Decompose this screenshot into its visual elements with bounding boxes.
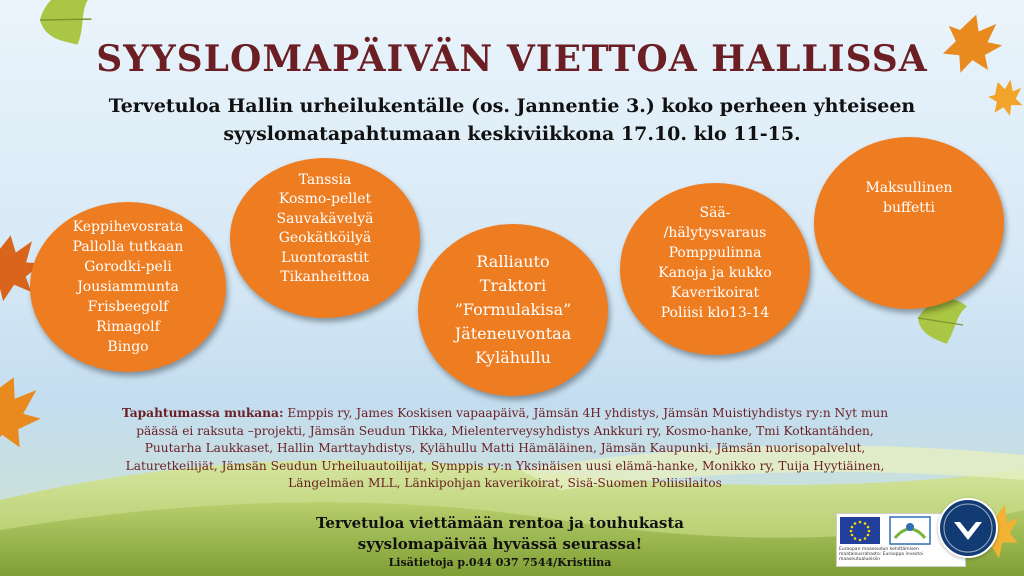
activity-circle <box>230 158 420 318</box>
eu-fund-text: Euroopan maaseudun kehittämisen maatalousrahasto: Eurooppa investoi maaseutualueisiin <box>839 547 924 562</box>
activity-item: Tikanheittoa <box>280 269 370 285</box>
activity-item: Rimagolf <box>96 319 160 335</box>
event-intro-line: Tervetuloa Hallin urheilukentälle (os. Jannentie 3.) koko perheen yhteiseen <box>108 95 916 117</box>
autumn-leaf-icon <box>985 76 1024 120</box>
activity-item: Poliisi klo13-14 <box>660 305 770 321</box>
activity-item: Pallolla tutkaan <box>72 239 184 255</box>
activity-item: Kanoja ja kukko <box>658 265 772 281</box>
activity-item: Traktori <box>479 276 547 295</box>
activity-circle <box>30 202 226 372</box>
activity-item: Frisbeegolf <box>87 299 169 315</box>
activity-item: Pomppulinna <box>668 245 762 261</box>
leader-logo-icon <box>887 514 937 548</box>
activity-circle <box>814 137 1004 309</box>
footer-invitation <box>290 513 710 571</box>
activity-item: Tanssia <box>298 171 352 188</box>
activity-item: Bingo <box>107 339 149 355</box>
activity-item: Keppihevosrata <box>72 219 184 235</box>
activity-item: /hälytysvaraus <box>663 225 767 241</box>
activity-circle <box>620 183 810 355</box>
autumn-leaf-icon <box>0 366 52 466</box>
activity-item: Maksullinen <box>865 180 953 196</box>
participants-list <box>110 405 900 493</box>
activity-circle <box>418 224 608 396</box>
activity-item: Kosmo-pellet <box>278 191 372 207</box>
footer-line: Tervetuloa viettämään rentoa ja touhukasta <box>315 514 685 532</box>
event-intro-line: syyslomatapahtumaan keskiviikkona 17.10. klo 11-15. <box>223 123 801 145</box>
activity-item: Luontorastit <box>281 249 369 266</box>
activity-item: Geokätköilyä <box>278 230 372 246</box>
activity-item: Kylähullu <box>475 348 551 367</box>
emblem-icon <box>938 498 998 558</box>
event-intro <box>90 92 934 148</box>
activity-item: buffetti <box>883 200 935 216</box>
activity-item: Sää- <box>699 205 731 221</box>
participants-text: Emppis ry, James Koskisen vapaapäivä, Jämsän 4H yhdistys, Jämsän Muistiyhdistys ry:n Nyt mun päässä ei raksuta –projekti, Jämsän Seudun Tikka, Mielenterveysyhdistys Ankkuri ry, Kosmo-hanke, Tmi Kotkantähden, Puutarha Laukkaset, Hallin Marttayhdistys, Kylähullu Matti Hämäläinen, Jämsän Kaupunki, Jämsän nuorisopalvelut, Laturetkeilijät, Jämsän Seudun Urheiluautoilijat, Symppis ry:n Yksinäisen uusi elämä-hanke, Monikko ry, Tuija Hyytiäinen, Längelmäen MLL, Länkipohjan kaverikoirat, Sisä-Suomen Poliisilaitos <box>125 406 889 490</box>
activity-item: Sauvakävelyä <box>276 210 374 227</box>
activity-item: Kaverikoirat <box>670 285 760 301</box>
activity-item: Jousiammunta <box>77 279 179 295</box>
activity-item: Ralliauto <box>476 252 550 271</box>
poster-title: SYYSLOMAPÄIVÄN VIETTOA HALLISSA <box>96 38 928 80</box>
activity-item: Jäteneuvontaa <box>454 324 572 343</box>
footer-line: syyslomapäivää hyvässä seurassa! <box>357 535 643 553</box>
contact-info: Lisätietoja p.044 037 7544/Kristiina <box>388 556 612 569</box>
activity-item: Gorodki-peli <box>84 259 172 275</box>
activity-item: ”Formulakisa” <box>454 300 572 319</box>
participants-label: Tapahtumassa mukana: <box>121 406 284 420</box>
